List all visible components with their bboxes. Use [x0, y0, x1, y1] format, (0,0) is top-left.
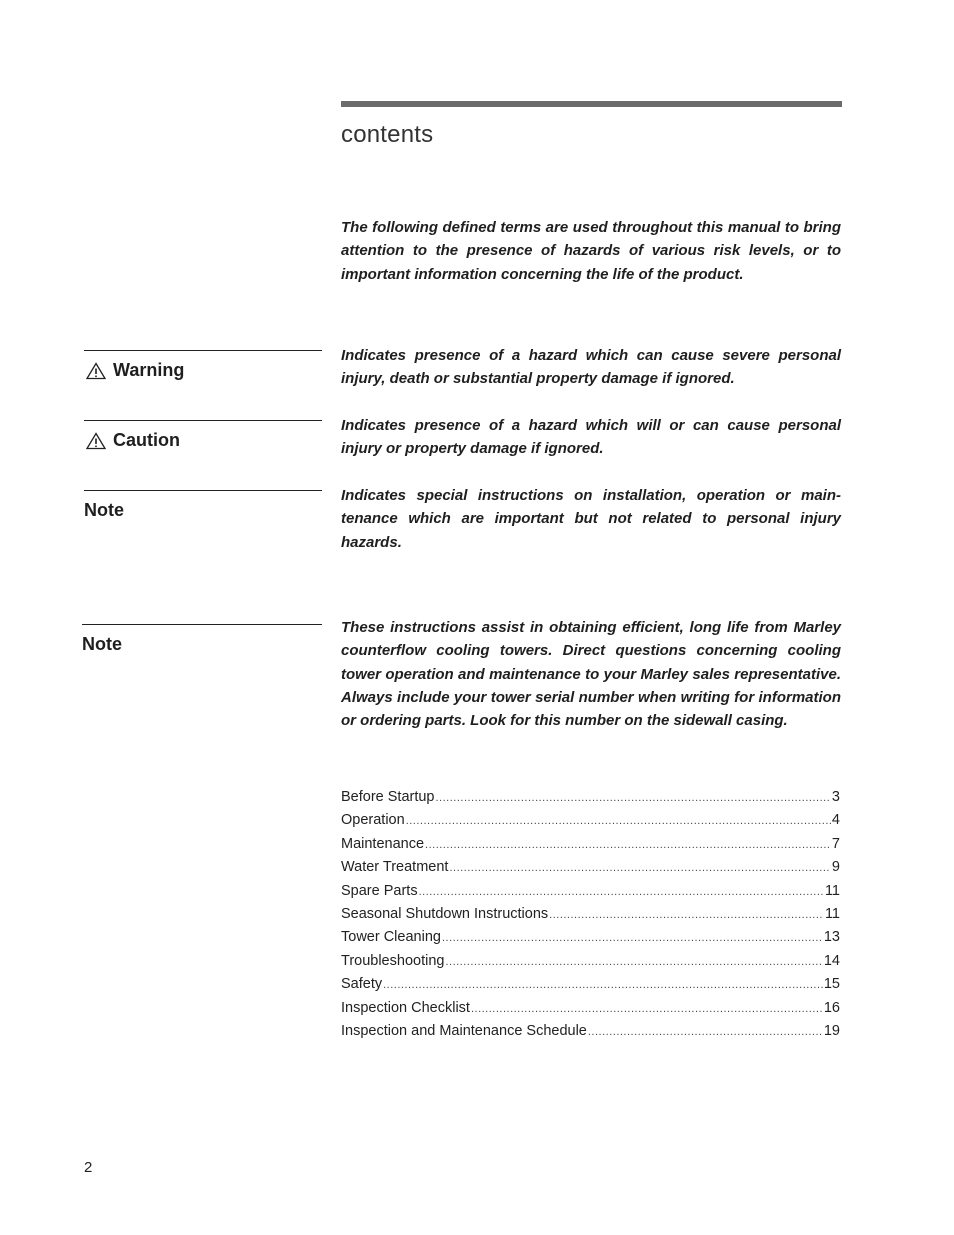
toc-entry[interactable]: Troubleshooting ..... 14 [341, 953, 840, 976]
toc-entry[interactable]: Operation ..... 4 [341, 812, 840, 835]
page-number: 2 [84, 1159, 93, 1176]
note2-label [82, 634, 122, 655]
intro-paragraph: The following defined terms are used throughout this manual to bring attention to the presence of hazards of various risk levels, or to important information concerning the life of the product. [341, 219, 841, 283]
toc-entry[interactable]: Inspection and Maintenance Schedule ..... 19 [341, 1023, 840, 1046]
note-description: Indicates special instructions on installation, operation or main-tenance which are important but not related to personal injury hazards. [341, 487, 841, 551]
note2-rule [82, 624, 322, 625]
toc-entry[interactable]: Tower Cleaning ..... 13 [341, 929, 840, 952]
caution-description: Indicates presence of a hazard which will or can cause personal injury or property damage if ignored. [341, 417, 841, 458]
page-title: contents [341, 121, 434, 148]
toc-entry[interactable]: Safety ..... 15 [341, 976, 840, 999]
note-rule [84, 490, 322, 491]
note2-label-text: Note [82, 634, 122, 654]
toc-entry[interactable]: Spare Parts ..... 11 [341, 883, 840, 906]
table-of-contents [341, 789, 840, 1046]
note-label-text: Note [84, 500, 124, 520]
toc-entry[interactable]: Before Startup ..... 3 [341, 789, 840, 812]
warning-label [86, 360, 184, 381]
toc-entry[interactable]: Seasonal Shutdown Instructions ..... 11 [341, 906, 840, 929]
warning-triangle-icon [86, 432, 106, 450]
toc-entry[interactable]: Water Treatment ..... 9 [341, 859, 840, 882]
note2-description: These instructions assist in obtaining efficient, long life from Marley counterflow cooling towers. Direct questions concerning cooling tower operation and maintenance to your Marley sales representative. Always include your tower serial number when writing for information or ordering parts. Look for this number on the sidewall casing. [341, 619, 841, 730]
warning-description: Indicates presence of a hazard which can cause severe personal injury, death or substantial property damage if ignored. [341, 347, 841, 388]
caution-label [86, 430, 180, 451]
warning-label-text: Warning [113, 360, 185, 380]
toc-entry[interactable]: Inspection Checklist ..... 16 [341, 1000, 840, 1023]
header-rule [341, 101, 842, 107]
toc-entry[interactable]: Maintenance ..... 7 [341, 836, 840, 859]
warning-triangle-icon [86, 362, 106, 380]
warning-rule [84, 350, 322, 351]
caution-rule [84, 420, 322, 421]
note-label [84, 500, 124, 521]
caution-label-text: Caution [113, 430, 180, 450]
